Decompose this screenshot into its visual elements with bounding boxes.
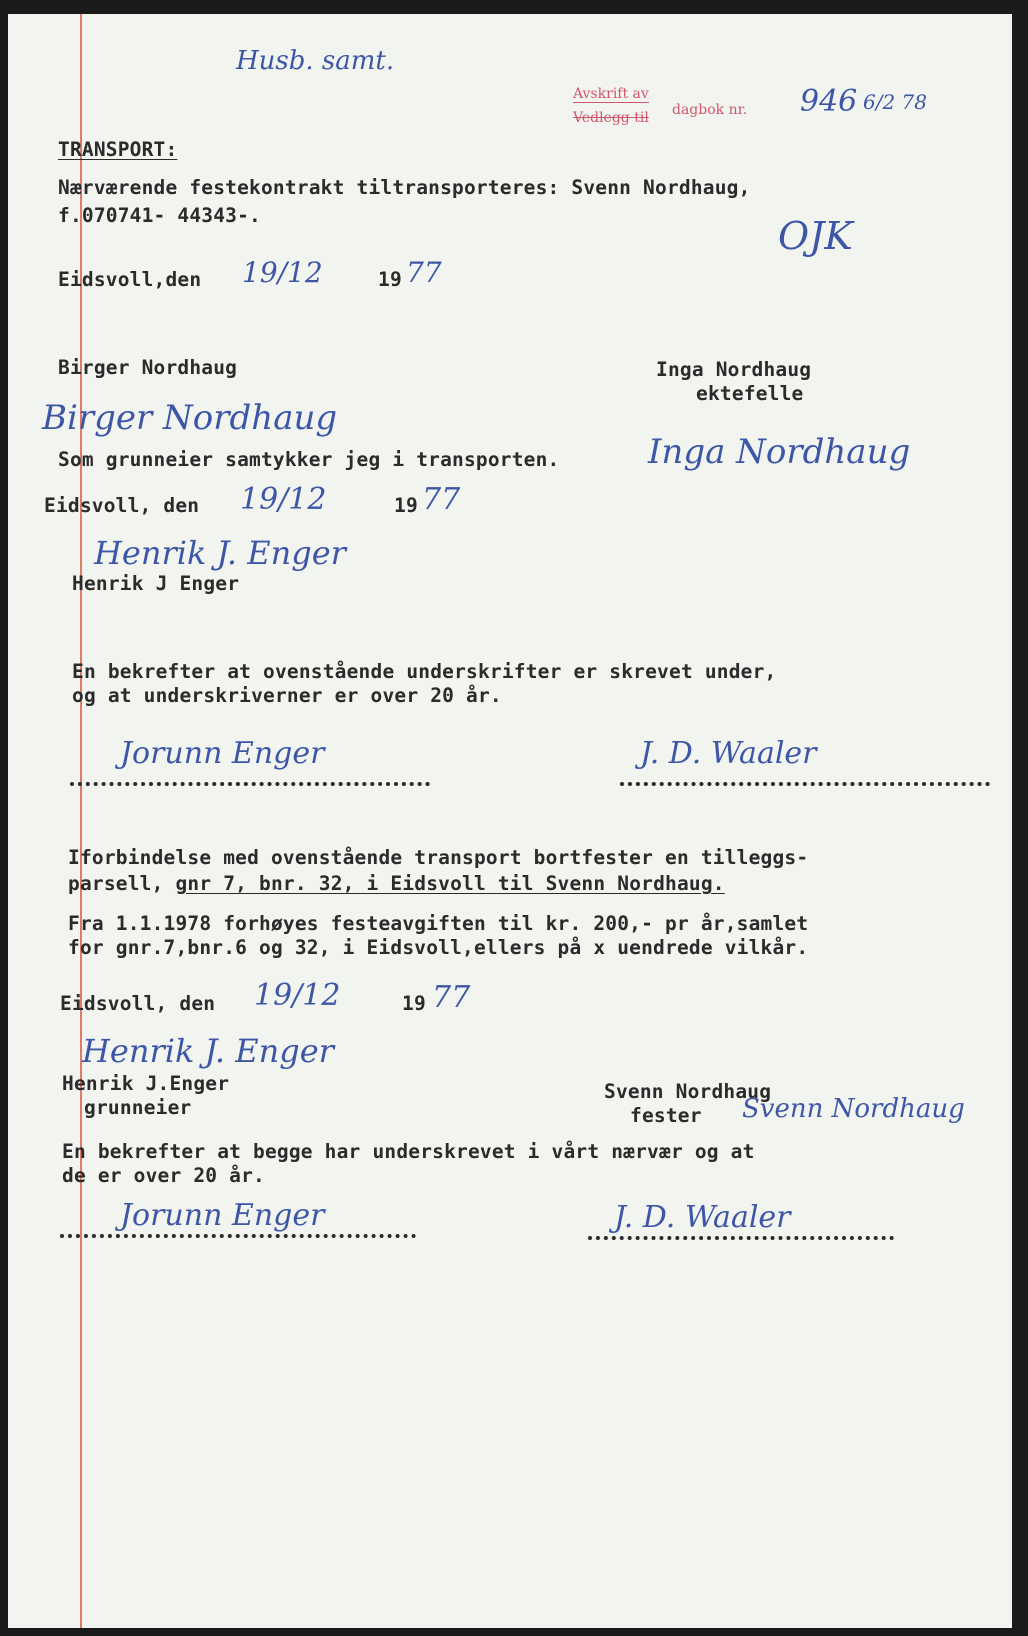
witness1-line-1: En bekrefter at ovenstående underskrifter er skrevet under, bbox=[72, 660, 777, 683]
transport-date-prefix: Eidsvoll,den bbox=[58, 268, 202, 291]
signers2-role-left: grunneier bbox=[84, 1096, 192, 1119]
additional-line-2-underlined: gnr 7, bnr. 32, i Eidsvoll til Svenn Nordhaug. bbox=[175, 872, 725, 895]
transport-line-2: f.070741- 44343-. bbox=[58, 204, 261, 227]
transport-year-typed: 19 bbox=[378, 268, 402, 291]
dagbok-date: 6/2 78 bbox=[863, 90, 927, 114]
additional-line-4: for gnr.7,bnr.6 og 32, i Eidsvoll,ellers på x uendrede vilkår. bbox=[68, 936, 809, 959]
additional-line-1: Iforbindelse med ovenstående transport bortfester en tilleggs- bbox=[68, 846, 809, 869]
witness2-signature-left: Jorunn Enger bbox=[120, 1198, 325, 1233]
witness1-signature-right: J. D. Waaler bbox=[640, 736, 817, 771]
additional-line-3: Fra 1.1.1978 forhøyes festeavgiften til kr. 200,- pr år,samlet bbox=[68, 912, 809, 935]
consent-year-hand: 77 bbox=[422, 482, 461, 517]
witness2-line-1: En bekrefter at begge har underskrevet i vårt nærvær og at bbox=[62, 1140, 755, 1163]
signature-right: Inga Nordhaug bbox=[648, 432, 911, 472]
witness1-dotline-left bbox=[70, 782, 430, 786]
signers2-signature-left: Henrik J. Enger bbox=[82, 1032, 334, 1070]
initials-signature: OJK bbox=[778, 214, 853, 258]
signature-left: Birger Nordhaug bbox=[42, 398, 338, 438]
additional-line-2 bbox=[68, 872, 725, 895]
transport-year-hand: 77 bbox=[406, 256, 442, 289]
signers2-signature-right: Svenn Nordhaug bbox=[742, 1094, 965, 1124]
additional-date-hand: 19/12 bbox=[254, 978, 341, 1013]
signer-name-left: Birger Nordhaug bbox=[58, 356, 238, 379]
witness1-line-2: og at underskriverner er over 20 år. bbox=[72, 684, 502, 707]
consent-signature: Henrik J. Enger bbox=[94, 534, 346, 572]
signers2-name-right: Svenn Nordhaug bbox=[604, 1080, 772, 1103]
witness2-dotline-right bbox=[588, 1236, 894, 1240]
consent-text: Som grunneier samtykker jeg i transporten. bbox=[58, 448, 560, 471]
stamp-line-3: dagbok nr. bbox=[672, 102, 748, 118]
signer-name-right: Inga Nordhaug bbox=[656, 358, 812, 381]
signer-role-right: ektefelle bbox=[696, 382, 804, 405]
witness2-dotline-left bbox=[60, 1234, 416, 1238]
signers2-role-right: fester bbox=[630, 1104, 702, 1127]
transport-date-hand: 19/12 bbox=[242, 256, 323, 289]
stamp-line-2: Vedlegg til bbox=[573, 110, 649, 126]
margin-line bbox=[80, 14, 82, 1628]
consent-date-prefix: Eidsvoll, den bbox=[44, 494, 200, 517]
section-heading: TRANSPORT: bbox=[58, 138, 178, 161]
consent-name: Henrik J Enger bbox=[72, 572, 240, 595]
witness1-dotline-right bbox=[620, 782, 990, 786]
witness2-signature-right: J. D. Waaler bbox=[614, 1200, 791, 1235]
additional-year-typed: 19 bbox=[402, 992, 426, 1015]
document-page bbox=[8, 14, 1012, 1628]
consent-year-typed: 19 bbox=[394, 494, 418, 517]
consent-date-hand: 19/12 bbox=[240, 482, 327, 517]
additional-date-prefix: Eidsvoll, den bbox=[60, 992, 216, 1015]
dagbok-number: 946 bbox=[800, 84, 858, 119]
signers2-name-left: Henrik J.Enger bbox=[62, 1072, 230, 1095]
additional-line-2-prefix: parsell, bbox=[68, 872, 176, 895]
transport-line-1: Nærværende festekontrakt tiltransporteres: Svenn Nordhaug, bbox=[58, 176, 751, 199]
witness1-signature-left: Jorunn Enger bbox=[120, 736, 325, 771]
additional-year-hand: 77 bbox=[432, 980, 471, 1015]
handwritten-note: Husb. samt. bbox=[236, 46, 395, 76]
stamp-line-1: Avskrift av bbox=[573, 86, 649, 102]
witness2-line-2: de er over 20 år. bbox=[62, 1164, 265, 1187]
